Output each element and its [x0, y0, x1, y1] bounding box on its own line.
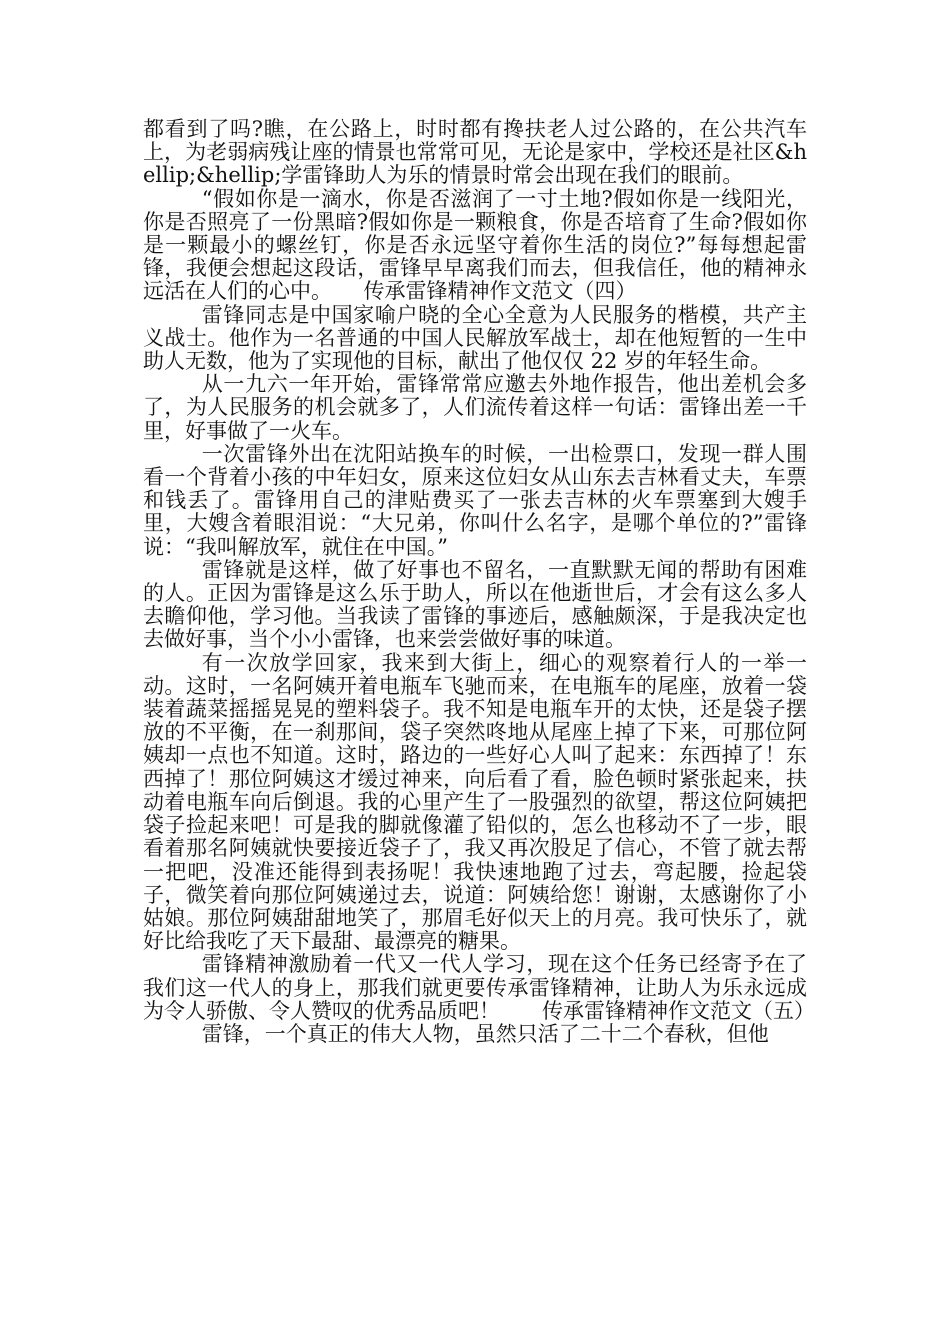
paragraph-7: 有一次放学回家，我来到大街上，细心的观察着行人的一举一动。这时，一名阿姨开着电瓶车飞驰而来，在电瓶车的尾座，放着一袋装着蔬菜摇摇晃晃的塑料袋子。我不知是电瓶车开的太快，还是袋子摆放的不平衡，在一刹那间，袋子突然咚地从尾座上掉了下来，可那位阿姨却一点也不知道。这时，路边的一些好心人叫了起来：东西掉了！东西掉了！那位阿姨这才缓过神来，向后看了看，脸色顿时紧张起来，扶动着电瓶车向后倒退。我的心里产生了一股强烈的欲望，帮这位阿姨把袋子捡起来吧！可是我的脚就像灌了铅似的，怎么也移动不了一步，眼看着那名阿姨就快要接近袋子了，我又再次股足了信心，不管了就去帮一把吧，没准还能得到表扬呢！我快速地跑了过去，弯起腰，捡起袋子，微笑着向那位阿姨递过去，说道：阿姨给您！谢谢，太感谢你了小姑娘。那位阿姨甜甜地笑了，那眉毛好似天上的月亮。我可快乐了，就好比给我吃了天下最甜、最漂亮的糖果。	[143, 650, 807, 954]
paragraph-8: 雷锋精神激励着一代又一代人学习，现在这个任务已经寄予在了我们这一代人的身上，那我们就更要传承雷锋精神，让助人为乐永远成为令人骄傲、令人赞叹的优秀品质吧！ 传承雷锋精神作文范文（五）	[143, 952, 815, 1023]
document-body	[143, 117, 815, 1046]
paragraph-4: 从一九六一年开始，雷锋常常应邀去外地作报告，他出差机会多了，为人民服务的机会就多了，人们流传着这样一句话：雷锋出差一千里，好事做了一火车。	[143, 372, 807, 443]
paragraph-9: 雷锋，一个真正的伟大人物，虽然只活了二十二个春秋，但他	[201, 1021, 769, 1046]
paragraph-3: 雷锋同志是中国家喻户晓的全心全意为人民服务的楷模，共产主义战士。他作为一名普通的中国人民解放军战士，却在他短暂的一生中助人无数，他为了实现他的目标，献出了他仅仅 22 岁的年轻生命。	[143, 302, 807, 374]
paragraph-6: 雷锋就是这样，做了好事也不留名，一直默默无闻的帮助有困难的人。正因为雷锋是这么乐于助人，所以在他逝世后，才会有这么多人去瞻仰他，学习他。当我读了雷锋的事迹后，感触颇深，于是我决定也去做好事，当个小小雷锋，也来尝尝做好事的味道。	[143, 557, 807, 652]
paragraph-5: 一次雷锋外出在沈阳站换车的时候，一出检票口，发现一群人围看一个背着小孩的中年妇女，原来这位妇女从山东去吉林看丈夫，车票和钱丢了。雷锋用自己的津贴费买了一张去吉林的火车票塞到大嫂手里，大嫂含着眼泪说：“大兄弟，你叫什么名字，是哪个单位的?”雷锋说：“我叫解放军，就住在中国。”	[143, 441, 807, 559]
paragraph-2: “假如你是一滴水，你是否滋润了一寸土地?假如你是一线阳光，你是否照亮了一份黑暗?假如你是一颗粮食，你是否培育了生命?假如你是一颗最小的螺丝钉，你是否永远坚守着你生活的岗位?”每每想起雷锋，我便会想起这段话，雷锋早早离我们而去，但我信任，他的精神永远活在人们的心中。 传承雷锋精神作文范文（四）	[143, 186, 807, 304]
paragraph-1: 都看到了吗?瞧，在公路上，时时都有搀扶老人过公路的，在公共汽车上，为老弱病残让座的情景也常常可见，无论是家中，学校还是社区&hellip;&hellip;学雷锋助人为乐的情景时常会出现在我们的眼前。	[143, 117, 807, 188]
